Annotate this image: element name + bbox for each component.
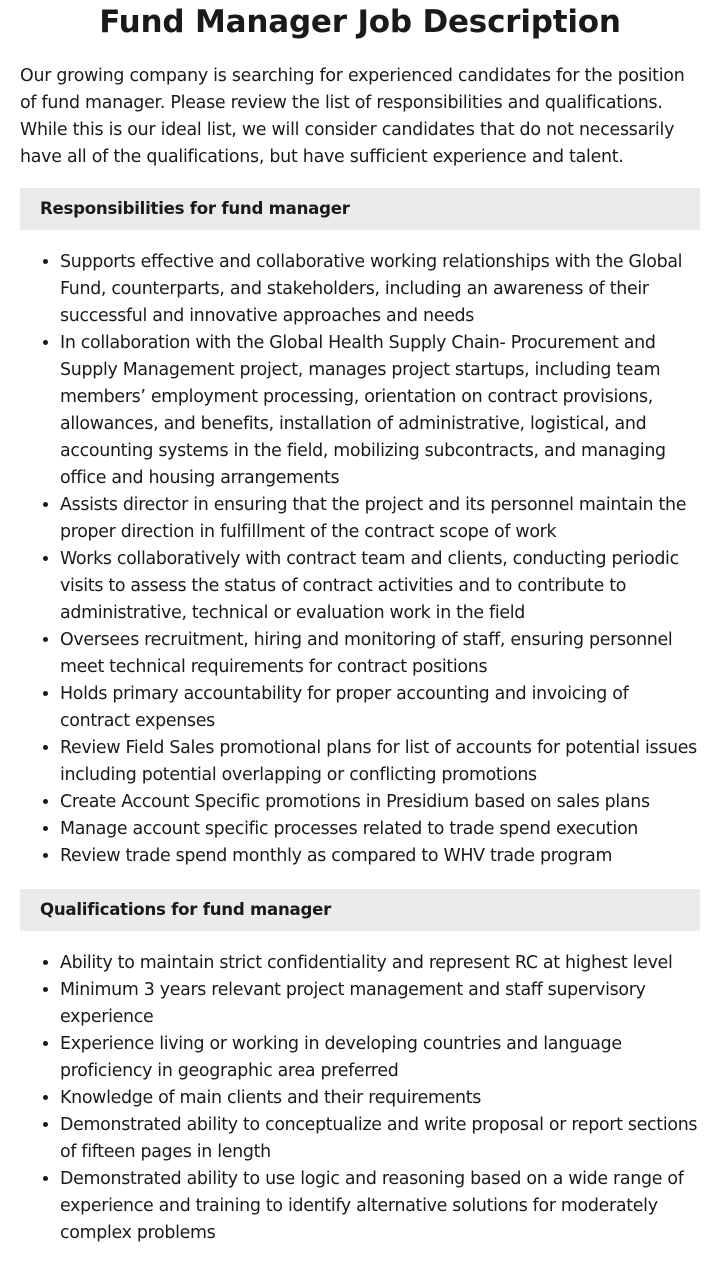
intro-paragraph: Our growing company is searching for experienced candidates for the position of fund manager. Please review the list of responsibilities and qualifications. While this is our ideal list, we will consider candidates that do not necessarily have all of the qualifications, but have sufficient experience and talent. (20, 66, 685, 167)
list-item: • Ability to maintain strict confidentiality and represent RC at highest level (60, 950, 700, 977)
list-item: • Manage account specific processes related to trade spend execution (60, 816, 700, 843)
qualifications-heading: Qualifications for fund manager (20, 889, 700, 931)
list-item: • In collaboration with the Global Health Supply Chain- Procurement and Supply Management project, manages project startups, including team members’ employment processing, orientation on contract provisions, allowances, and benefits, installation of administrative, logistical, and accounting systems in the field, mobilizing subcontracts, and managing office and housing arrangements (60, 330, 700, 492)
list-item: • Works collaboratively with contract team and clients, conducting periodic visits to assess the status of contract activities and to contribute to administrative, technical or evaluation work in the field (60, 546, 700, 627)
list-item: • Minimum 3 years relevant project management and staff supervisory experience (60, 977, 700, 1031)
page-title: Fund Manager Job Description (99, 4, 621, 40)
list-item: • Review trade spend monthly as compared to WHV trade program (60, 843, 700, 870)
responsibilities-heading: Responsibilities for fund manager (20, 188, 700, 230)
list-item: • Oversees recruitment, hiring and monitoring of staff, ensuring personnel meet technical requirements for contract positions (60, 627, 700, 681)
list-item: • Demonstrated ability to conceptualize and write proposal or report sections of fifteen pages in length (60, 1112, 700, 1166)
list-item: • Demonstrated ability to use logic and reasoning based on a wide range of experience and training to identify alternative solutions for moderately complex problems (60, 1166, 700, 1247)
list-item: • Create Account Specific promotions in Presidium based on sales plans (60, 789, 700, 816)
qualifications-list (20, 950, 700, 1247)
list-item: • Experience living or working in developing countries and language proficiency in geographic area preferred (60, 1031, 700, 1085)
list-item: • Assists director in ensuring that the project and its personnel maintain the proper direction in fulfillment of the contract scope of work (60, 492, 700, 546)
responsibilities-list (20, 249, 700, 870)
list-item: • Holds primary accountability for proper accounting and invoicing of contract expenses (60, 681, 700, 735)
list-item: • Review Field Sales promotional plans for list of accounts for potential issues including potential overlapping or conflicting promotions (60, 735, 700, 789)
list-item: • Knowledge of main clients and their requirements (60, 1085, 700, 1112)
list-item: • Supports effective and collaborative working relationships with the Global Fund, counterparts, and stakeholders, including an awareness of their successful and innovative approaches and needs (60, 249, 700, 330)
